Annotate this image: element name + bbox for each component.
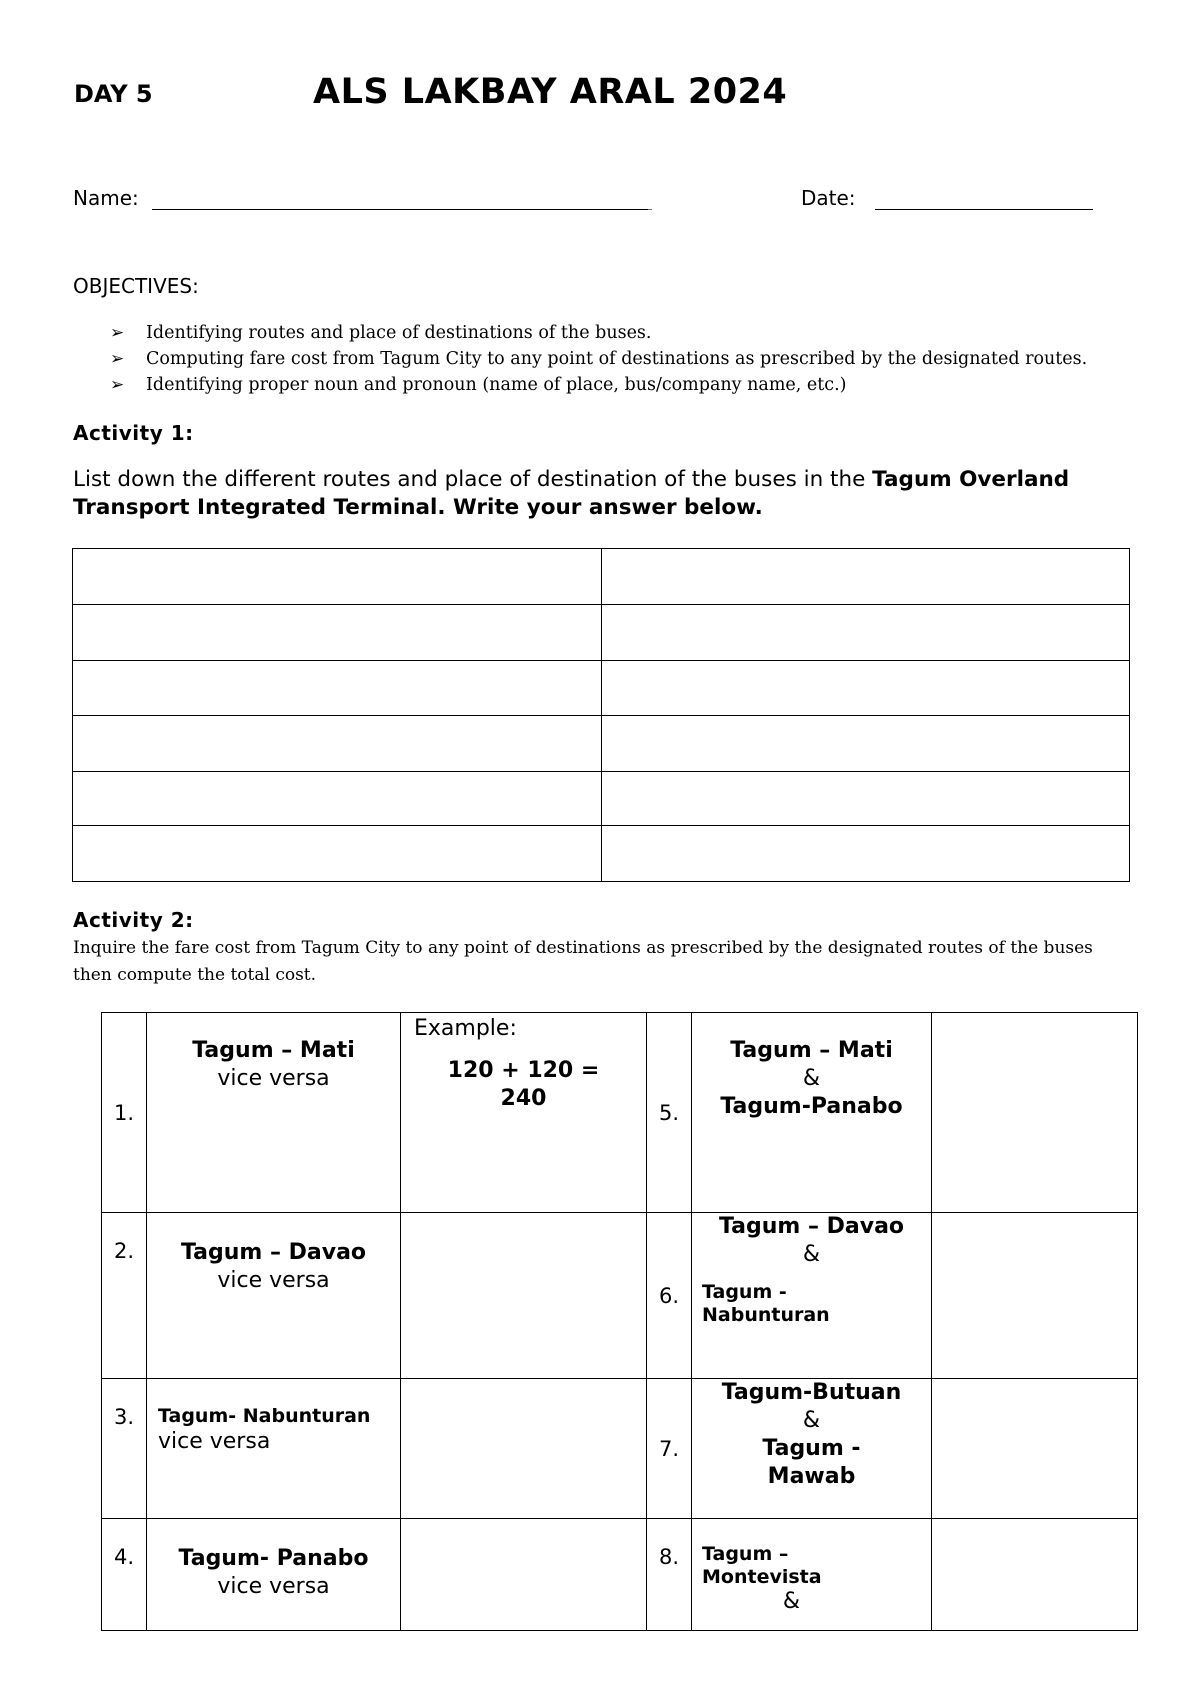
answer-cell[interactable]: [601, 826, 1130, 882]
activity2-instruction: Inquire the fare cost from Tagum City to any point of destinations as prescribed by the designated routes of the buses then compute the total cost.: [73, 938, 1093, 985]
objectives-list: [110, 320, 1087, 398]
activity1-instruction: List down the different routes and place of destination of the buses in the Tagum Overland Transport Integrated Terminal. Write your answer below.: [73, 467, 1070, 520]
date-blank-line[interactable]: [875, 209, 1093, 210]
route-cell: Tagum- Panabo vice versa: [147, 1519, 401, 1631]
activity1-answer-table: [72, 548, 1130, 882]
answer-cell[interactable]: [401, 1519, 647, 1631]
route-cell: Tagum – Davao & Tagum - Nabunturan: [692, 1213, 932, 1379]
answer-cell[interactable]: [601, 716, 1130, 772]
table-row: [102, 1013, 1138, 1213]
row-number: 3.: [102, 1379, 147, 1519]
table-row: [102, 1519, 1138, 1631]
route-cell: Tagum – Mati vice versa: [147, 1013, 401, 1213]
answer-cell[interactable]: [601, 549, 1130, 605]
answer-cell[interactable]: [401, 1379, 647, 1519]
route-cell: Tagum – Mati & Tagum-Panabo: [692, 1013, 932, 1213]
route-cell: Tagum-Butuan & Tagum - Mawab: [692, 1379, 932, 1519]
answer-cell[interactable]: [401, 1013, 647, 1213]
activity2-fare-table: [101, 1012, 1138, 1631]
answer-cell[interactable]: [601, 605, 1130, 661]
route-cell: Tagum – Montevista &: [692, 1519, 932, 1631]
answer-cell[interactable]: [932, 1379, 1138, 1519]
row-number: 8.: [647, 1519, 692, 1631]
page-title: ALS LAKBAY ARAL 2024: [313, 72, 788, 112]
answer-cell[interactable]: [601, 661, 1130, 716]
name-label: Name:: [73, 186, 139, 210]
table-row: [102, 1379, 1138, 1519]
date-label: Date:: [801, 186, 856, 210]
row-number: 1.: [102, 1013, 147, 1213]
objective-item: ➢ Computing fare cost from Tagum City to any point of destinations as prescribed by the designated routes.: [110, 346, 1087, 372]
name-line-end-mark: [648, 209, 652, 210]
example-result: 240: [500, 1086, 547, 1111]
day-label: DAY 5: [74, 80, 153, 108]
row-number: 2.: [102, 1213, 147, 1379]
answer-cell[interactable]: [73, 549, 602, 605]
row-number: 4.: [102, 1519, 147, 1631]
route-cell: Tagum- Nabunturan vice versa: [147, 1379, 401, 1519]
answer-cell[interactable]: [73, 772, 602, 826]
arrow-bullet-icon: ➢: [110, 323, 125, 343]
answer-cell[interactable]: [73, 605, 602, 661]
objective-item: ➢ Identifying proper noun and pronoun (name of place, bus/company name, etc.): [110, 372, 1087, 398]
answer-cell[interactable]: [73, 716, 602, 772]
route-cell: Tagum – Davao vice versa: [147, 1213, 401, 1379]
activity2-heading: Activity 2:: [73, 908, 194, 932]
row-number: 7.: [647, 1379, 692, 1519]
objective-item: ➢ Identifying routes and place of destinations of the buses.: [110, 320, 1087, 346]
answer-cell[interactable]: [932, 1213, 1138, 1379]
arrow-bullet-icon: ➢: [110, 349, 125, 369]
answer-cell[interactable]: [73, 826, 602, 882]
activity1-heading: Activity 1:: [73, 421, 194, 445]
table-row: [102, 1213, 1138, 1379]
arrow-bullet-icon: ➢: [110, 375, 125, 395]
answer-cell[interactable]: [401, 1213, 647, 1379]
row-number: 5.: [647, 1013, 692, 1213]
example-label: Example:: [414, 1016, 517, 1041]
row-number: 6.: [647, 1213, 692, 1379]
name-blank-line[interactable]: [152, 209, 652, 210]
answer-cell[interactable]: [932, 1519, 1138, 1631]
answer-cell[interactable]: [601, 772, 1130, 826]
example-equation: 120 + 120 =: [447, 1058, 600, 1083]
answer-cell[interactable]: [73, 661, 602, 716]
answer-cell[interactable]: [932, 1013, 1138, 1213]
objectives-heading: OBJECTIVES:: [73, 274, 199, 298]
